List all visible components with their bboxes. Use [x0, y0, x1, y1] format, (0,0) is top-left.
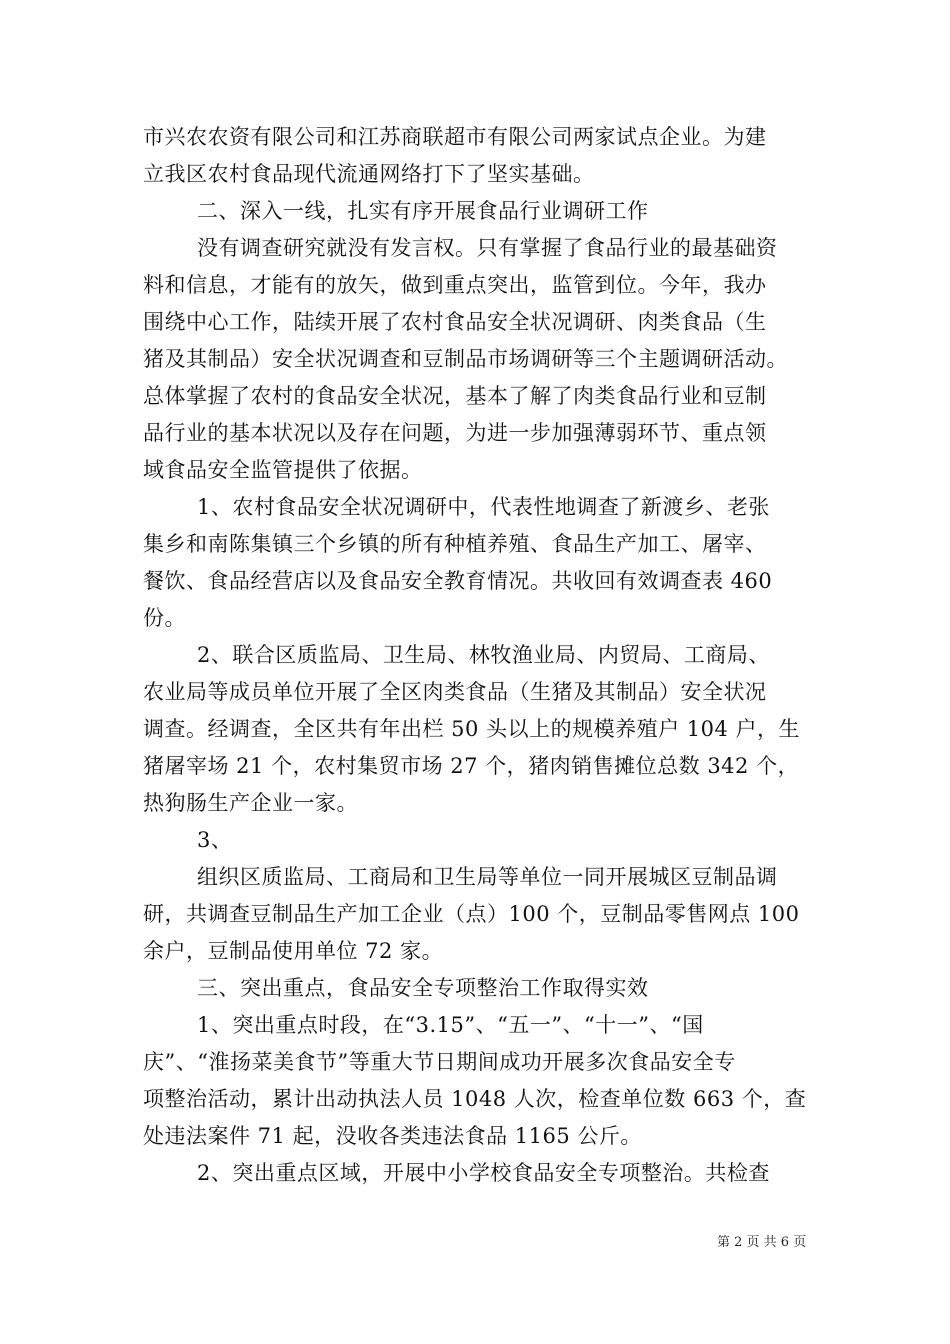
- text-line: 处违法案件 71 起，没收各类违法食品 1165 公斤。: [143, 1124, 642, 1148]
- text-line: 调查。经调查，全区共有年出栏 50 头以上的规模养殖户 104 户，生: [143, 717, 801, 741]
- section-heading: 三、突出重点，食品安全专项整治工作取得实效: [197, 976, 649, 1000]
- text-line: 1、农村食品安全状况调研中，代表性地调查了新渡乡、老张: [197, 495, 770, 519]
- text-line: 总体掌握了农村的食品安全状况，基本了解了肉类食品行业和豆制: [143, 384, 767, 408]
- text-line: 组织区质监局、工商局和卫生局等单位一同开展城区豆制品调: [197, 865, 778, 889]
- text-line: 庆”、“淮扬菜美食节”等重大节日期间成功开展多次食品安全专: [143, 1050, 736, 1074]
- text-line: 猪及其制品）安全状况调查和豆制品市场调研等三个主题调研活动。: [143, 347, 788, 371]
- text-line: 份。: [143, 606, 186, 630]
- text-line: 项整治活动，累计出动执法人员 1048 人次，检查单位数 663 个，查: [143, 1087, 807, 1111]
- text-line: 品行业的基本状况以及存在问题，为进一步加强薄弱环节、重点领: [143, 421, 767, 445]
- text-line: 3、: [197, 828, 233, 852]
- text-line: 猪屠宰场 21 个，农村集贸市场 27 个，猪肉销售摊位总数 342 个，: [143, 754, 800, 778]
- text-line: 没有调查研究就没有发言权。只有掌握了食品行业的最基础资: [197, 236, 778, 260]
- text-line: 餐饮、食品经营店以及食品安全教育情况。共收回有效调查表 460: [143, 569, 773, 593]
- section-heading: 二、深入一线，扎实有序开展食品行业调研工作: [197, 199, 649, 223]
- text-line: 域食品安全监管提供了依据。: [143, 458, 423, 482]
- text-line: 市兴农农资有限公司和江苏商联超市有限公司两家试点企业。为建: [143, 125, 767, 149]
- text-line: 1、突出重点时段，在“3.15”、“五一”、“十一”、“国: [197, 1013, 704, 1037]
- text-line: 围绕中心工作，陆续开展了农村食品安全状况调研、肉类食品（生: [143, 310, 767, 334]
- text-line: 热狗肠生产企业一家。: [143, 791, 358, 815]
- text-line: 立我区农村食品现代流通网络打下了坚实基础。: [143, 162, 595, 186]
- text-line: 2、联合区质监局、卫生局、林牧渔业局、内贸局、工商局、: [197, 643, 770, 667]
- text-line: 农业局等成员单位开展了全区肉类食品（生猪及其制品）安全状况: [143, 680, 767, 704]
- text-line: 余户，豆制品使用单位 72 家。: [143, 939, 444, 963]
- text-line: 料和信息，才能有的放矢，做到重点突出，监管到位。今年，我办: [143, 273, 767, 297]
- text-line: 2、突出重点区域，开展中小学校食品安全专项整治。共检查: [197, 1161, 770, 1185]
- text-line: 研，共调查豆制品生产加工企业（点）100 个，豆制品零售网点 100: [143, 902, 800, 926]
- page-number: 第 2 页 共 6 页: [717, 1235, 807, 1250]
- text-line: 集乡和南陈集镇三个乡镇的所有种植养殖、食品生产加工、屠宰、: [143, 532, 767, 556]
